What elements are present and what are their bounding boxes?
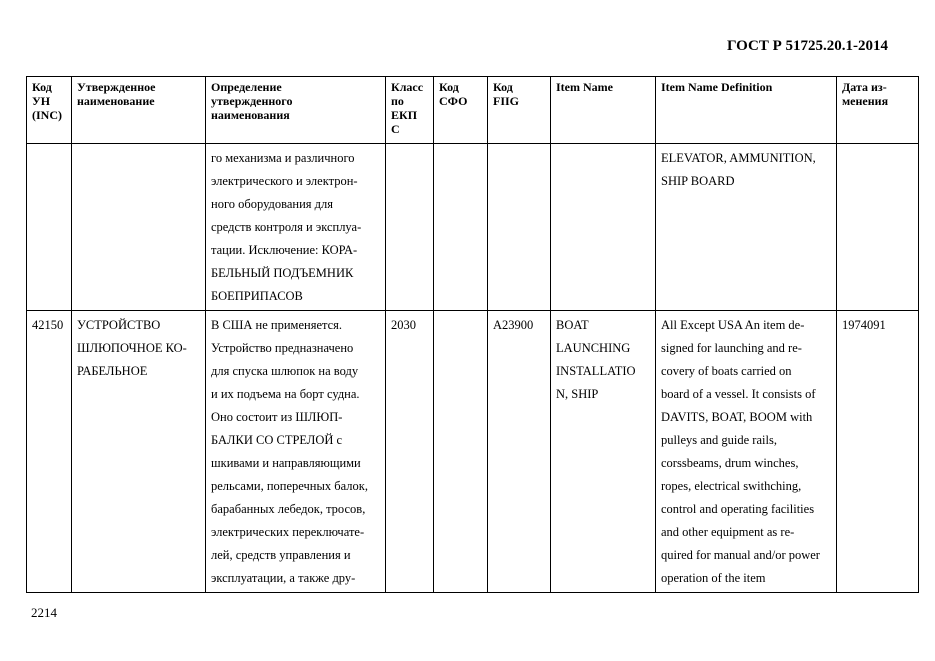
cell-line: Оно состоит из ШЛЮП- (211, 410, 343, 424)
cell-line: барабанных лебедок, тросов, (211, 502, 366, 516)
header-line: (INC) (32, 108, 62, 122)
cell-line: тации. Исключение: КОРА- (211, 243, 358, 257)
table-row (27, 144, 919, 311)
cell-line: В США не применяется. (211, 318, 343, 332)
cell-line: corssbeams, drum winches, (661, 456, 799, 470)
header-code-un (27, 77, 72, 144)
header-line: Класс (391, 80, 424, 94)
cell-item-name (551, 311, 656, 593)
header-item-name-definition (656, 77, 837, 144)
cell-approved-name (72, 311, 206, 593)
cell-definition (206, 311, 386, 593)
cell-line: РАБЕЛЬНОЕ (77, 364, 148, 378)
header-sfo-code (434, 77, 488, 144)
cell-item-name-definition (656, 144, 837, 311)
cell-line: ШЛЮПОЧНОЕ КО- (77, 341, 187, 355)
header-line: Определение (211, 80, 282, 94)
header-line: Item Name Definition (661, 80, 773, 94)
cell-line: ного оборудования для (211, 197, 334, 211)
cell-line: БЕЛЬНЫЙ ПОДЪЕМНИК (211, 266, 354, 280)
cell-line: ELEVATOR, AMMUNITION, (661, 151, 816, 165)
header-line: ЕКП (391, 108, 418, 122)
header-line: по (391, 94, 404, 108)
header-ekps-class (386, 77, 434, 144)
cell-line: DAVITS, BOAT, BOOM with (661, 410, 813, 424)
cell-change-date (837, 311, 919, 593)
cell-line: эксплуатации, а также дру- (211, 571, 356, 585)
header-line: менения (842, 94, 889, 108)
cell-item-name (551, 144, 656, 311)
cell-line: 42150 (32, 318, 64, 332)
cell-line: электрического и электрон- (211, 174, 358, 188)
cell-line: лей, средств управления и (211, 548, 351, 562)
cell-line: 1974091 (842, 318, 886, 332)
page-number: 2214 (31, 605, 57, 620)
cell-line: control and operating facilities (661, 502, 815, 516)
cell-line: A23900 (493, 318, 534, 332)
header-line: Дата из- (842, 80, 887, 94)
cell-line: LAUNCHING (556, 341, 631, 355)
cell-line: signed for launching and re- (661, 341, 802, 355)
header-line: УН (32, 94, 51, 108)
cell-line: covery of boats carried on (661, 364, 792, 378)
cell-line: and other equipment as re- (661, 525, 795, 539)
cell-sfo-code (434, 144, 488, 311)
cell-sfo-code (434, 311, 488, 593)
header-approved-name (72, 77, 206, 144)
cell-line: БОЕПРИПАСОВ (211, 289, 303, 303)
cell-line: quired for manual and/or power (661, 548, 820, 562)
cell-fiig-code (488, 144, 551, 311)
header-line: Утвержденное (77, 80, 156, 94)
table-header-row (27, 77, 919, 144)
cell-code-un (27, 311, 72, 593)
header-line: FIIG (493, 94, 520, 108)
cell-line: средств контроля и эксплуа- (211, 220, 362, 234)
header-line: Код (493, 80, 513, 94)
cell-line: ropes, electrical swithching, (661, 479, 802, 493)
header-definition (206, 77, 386, 144)
cell-line: SHIP BOARD (661, 174, 735, 188)
header-item-name (551, 77, 656, 144)
cell-approved-name (72, 144, 206, 311)
cell-change-date (837, 144, 919, 311)
header-fiig-code (488, 77, 551, 144)
cell-ekps-class (386, 311, 434, 593)
cell-line: для спуска шлюпок на воду (211, 364, 359, 378)
cell-line: БАЛКИ СО СТРЕЛОЙ с (211, 433, 343, 447)
classification-table (26, 76, 919, 593)
header-change-date (837, 77, 919, 144)
cell-line: рельсами, поперечных балок, (211, 479, 368, 493)
cell-line: operation of the item (661, 571, 766, 585)
cell-line: board of a vessel. It consists of (661, 387, 816, 401)
header-line: Код (439, 80, 459, 94)
header-line: Код (32, 80, 52, 94)
cell-fiig-code (488, 311, 551, 593)
cell-ekps-class (386, 144, 434, 311)
cell-line: N, SHIP (556, 387, 599, 401)
cell-line: электрических переключате- (211, 525, 365, 539)
cell-line: All Except USA An item de- (661, 318, 805, 332)
cell-item-name-definition (656, 311, 837, 593)
document-title: ГОСТ Р 51725.20.1-2014 (726, 38, 888, 54)
header-line: С (391, 122, 400, 136)
header-line: СФО (439, 94, 468, 108)
cell-line: 2030 (391, 318, 416, 332)
header-line: утвержденного (211, 94, 293, 108)
cell-line: УСТРОЙСТВО (77, 318, 161, 332)
header-line: наименования (211, 108, 290, 122)
header-line: наименование (77, 94, 155, 108)
cell-line: BOAT (556, 318, 589, 332)
cell-code-un (27, 144, 72, 311)
cell-line: pulleys and guide rails, (661, 433, 777, 447)
cell-line: шкивами и направляющими (211, 456, 361, 470)
cell-line: го механизма и различного (211, 151, 355, 165)
cell-line: и их подъема на борт судна. (211, 387, 360, 401)
header-line: Item Name (556, 80, 613, 94)
cell-line: INSTALLATIO (556, 364, 636, 378)
cell-line: Устройство предназначено (211, 341, 354, 355)
cell-definition (206, 144, 386, 311)
table-row (27, 311, 919, 593)
